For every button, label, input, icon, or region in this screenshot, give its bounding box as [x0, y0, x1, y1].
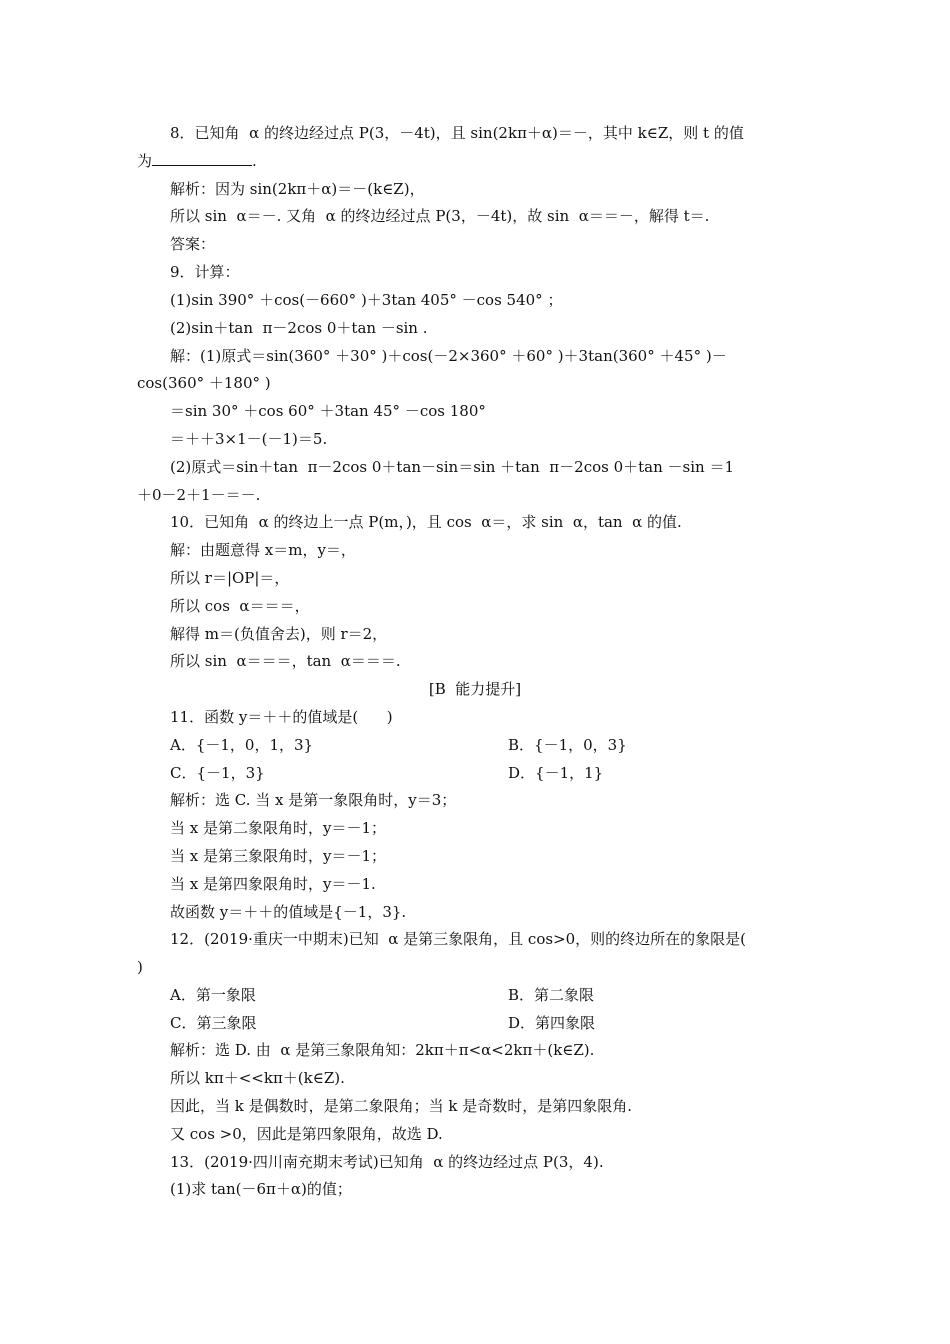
problem-11-analysis-q4: 当 x 是第四象限角时，y＝－1. [170, 875, 376, 893]
problem-8-analysis-cont: 所以 sin α＝－. 又角 α 的终边经过点 P(3，－4t)，故 sin α＝＝－，解得 t＝. [170, 207, 710, 225]
problem-10-stem: 10．已知角 α 的终边上一点 P(m，)，且 cos α＝，求 sin α，tan α 的值. [170, 513, 682, 531]
problem-8-answer-label: 答案： [170, 235, 216, 253]
problem-13-stem: 13．(2019·四川南充期末考试)已知角 α 的终边经过点 P(3，4). [170, 1153, 604, 1171]
problem-10-solution-result: 所以 sin α＝＝＝，tan α＝＝＝. [170, 652, 401, 670]
problem-12-option-a: A．第一象限 [170, 986, 256, 1004]
problem-11-option-c: C．{－1，3} [170, 764, 265, 782]
problem-11-analysis-q2: 当 x 是第二象限角时，y＝－1； [170, 819, 387, 837]
problem-12-conclusion: 又 cos >0，因此是第四象限角，故选 D. [170, 1125, 443, 1143]
problem-10-solution-m: 解得 m＝(负值舍去)，则 r＝2， [170, 625, 388, 643]
problem-8-analysis: 解析：因为 sin(2kπ＋α)＝－(k∈Z)， [170, 180, 425, 198]
problem-11-conclusion: 故函数 y＝＋＋的值域是{－1，3}. [170, 903, 407, 921]
problem-9-part-1: (1)sin 390° ＋cos(－660° )＋3tan 405° －cos 540° ； [170, 291, 563, 309]
problem-8-period: . [252, 152, 257, 170]
problem-12-analysis-cases: 因此，当 k 是偶数时，是第二象限角；当 k 是奇数时，是第四象限角. [170, 1097, 633, 1115]
problem-10-solution: 解：由题意得 x＝m，y＝， [170, 541, 356, 559]
section-heading: [B 能力提升] [428, 680, 522, 698]
problem-12-option-c: C．第三象限 [170, 1014, 257, 1032]
problem-8-stem: 8．已知角 α 的终边经过点 P(3，－4t)，且 sin(2kπ＋α)＝－，其中 k∈Z，则 t 的值 [170, 124, 744, 142]
problem-9-solution-1-result: ＝＋＋3×1－(－1)＝5. [170, 430, 328, 448]
problem-9-solution-2: (2)原式＝sin＋tan π－2cos 0＋tan－sin＝sin ＋tan π－2cos 0＋tan －sin ＝1 [170, 458, 735, 476]
problem-11-stem: 11．函数 y＝＋＋的值域是( ) [170, 708, 393, 726]
problem-8-stem-end: 为 [137, 152, 153, 170]
problem-9-solution-2-cont: ＋0－2＋1－＝－. [137, 486, 261, 504]
problem-11-analysis-q3: 当 x 是第三象限角时，y＝－1； [170, 847, 387, 865]
problem-11-option-b: B．{－1，0，3} [508, 736, 627, 754]
problem-12-stem-cont: ) [137, 958, 143, 976]
problem-11-option-a: A．{－1，0，1，3} [170, 736, 314, 754]
problem-9-part-2: (2)sin＋tan π－2cos 0＋tan －sin . [170, 319, 428, 337]
answer-blank [152, 151, 252, 166]
problem-9-stem: 9．计算： [170, 263, 240, 281]
problem-10-solution-cos: 所以 cos α＝＝＝， [170, 597, 310, 615]
problem-13-part-1: (1)求 tan(－6π＋α)的值； [170, 1180, 352, 1198]
problem-9-solution-1-cont: cos(360° ＋180° ) [137, 374, 271, 392]
problem-9-solution-1-step: ＝sin 30° ＋cos 60° ＋3tan 45° －cos 180° [170, 402, 486, 420]
problem-8-answer-line [137, 151, 257, 171]
problem-9-solution-1: 解：(1)原式＝sin(360° ＋30° )＋cos(－2×360° ＋60° )＋3tan(360° ＋45° )－ [170, 347, 727, 365]
problem-12-option-d: D．第四象限 [508, 1014, 596, 1032]
problem-12-option-b: B．第二象限 [508, 986, 595, 1004]
problem-11-option-d: D．{－1，1} [508, 764, 604, 782]
problem-12-analysis-range: 所以 kπ＋<<kπ＋(k∈Z). [170, 1069, 345, 1087]
problem-12-analysis: 解析：选 D. 由 α 是第三象限角知：2kπ＋π<α<2kπ＋(k∈Z). [170, 1041, 595, 1059]
problem-12-stem: 12．(2019·重庆一中期末)已知 α 是第三象限角，且 cos>0，则的终边所在的象限是( [170, 930, 747, 948]
problem-11-analysis: 解析：选 C. 当 x 是第一象限角时，y＝3； [170, 791, 457, 809]
problem-10-solution-r: 所以 r＝|OP|＝， [170, 569, 290, 587]
